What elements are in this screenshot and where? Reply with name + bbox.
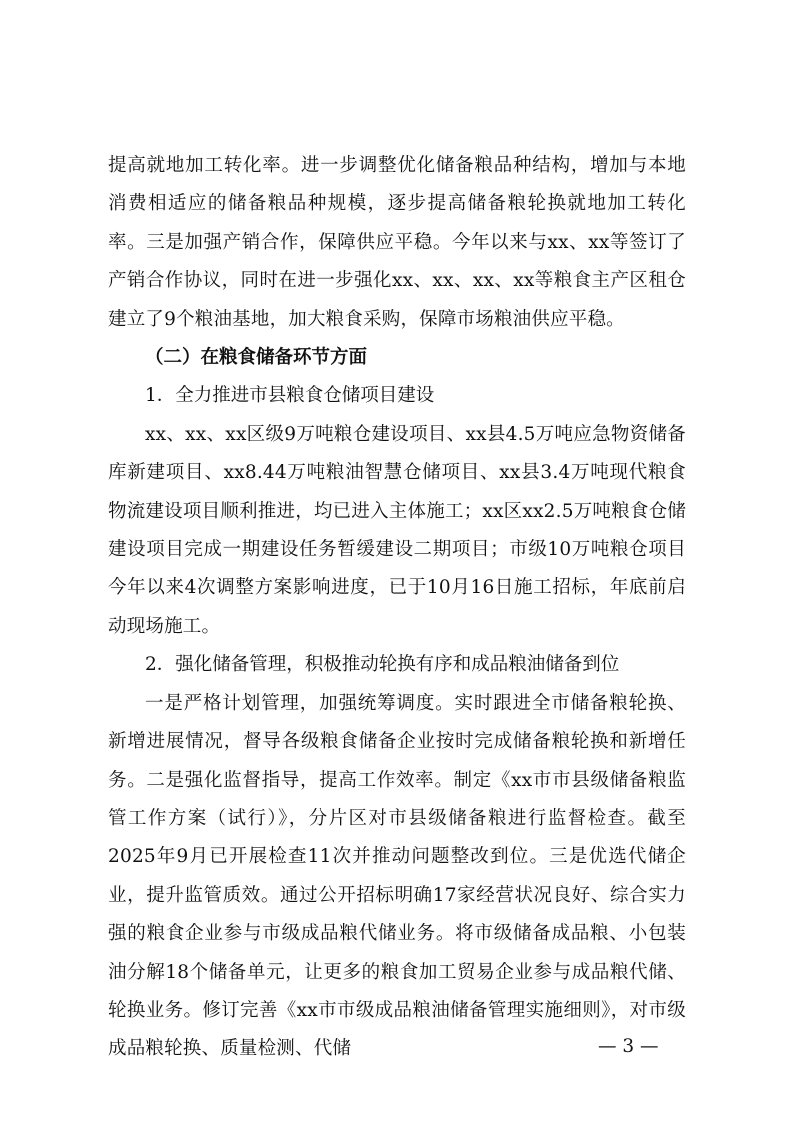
sub-heading: 1．全力推进市县粮食仓储项目建设 <box>145 385 435 407</box>
body-paragraph: 提高就地加工转化率。进一步调整优化储备粮品种结构，增加与本地消费相适应的储备粮品种规模，逐步提高储备粮轮换就地加工转化率。三是加强产销合作，保障供应平稳。今年以来与xx、xx等签订了产销合作协议，同时在进一步强化xx、xx、xx、xx等粮食主产区租仓建立了9个粮油基地，加大粮食采购，保障市场粮油供应平稳。 <box>108 155 686 330</box>
section-heading: （二）在粮食储备环节方面 <box>145 347 368 369</box>
body-paragraph: 一是严格计划管理，加强统筹调度。实时跟进全市储备粮轮换、新增进展情况，督导各级粮食储备企业按时完成储备粮轮换和新增任务。二是强化监督指导，提高工作效率。制定《xx市市县级储备粮监管工作方案（试行）》，分片区对市县级储备粮进行监督检查。截至2025年9月已开展检查11次并推动问题整改到位。三是优选代储企业，提升监管质效。通过公开招标明确17家经营状况良好、综合实力强的粮食企业参与市级成品粮代储业务。将市级储备成品粮、小包装油分解18个储备单元，让更多的粮食加工贸易企业参与成品粮代储、轮换业务。修订完善《xx市市级成品粮油储备管理实施细则》，对市级成品粮轮换、质量检测、代储 <box>108 692 686 1060</box>
body-paragraph: xx、xx、xx区级9万吨粮仓建设项目、xx县4.5万吨应急物资储备库新建项目、xx8.44万吨粮油智慧仓储项目、xx县3.4万吨现代粮食物流建设项目顺利推进，均已进入主体施工；xx区xx2.5万吨粮食仓储建设项目完成一期建设任务暂缓建设二期项目；市级10万吨粮仓项目今年以来4次调整方案影响进度，已于10月16日施工招标，年底前启动现场施工。 <box>108 423 686 637</box>
page-number: — 3 — <box>598 1036 659 1057</box>
document-body <box>108 147 686 1069</box>
sub-heading: 2．强化储备管理，积极推动轮换有序和成品粮油储备到位 <box>145 654 620 676</box>
